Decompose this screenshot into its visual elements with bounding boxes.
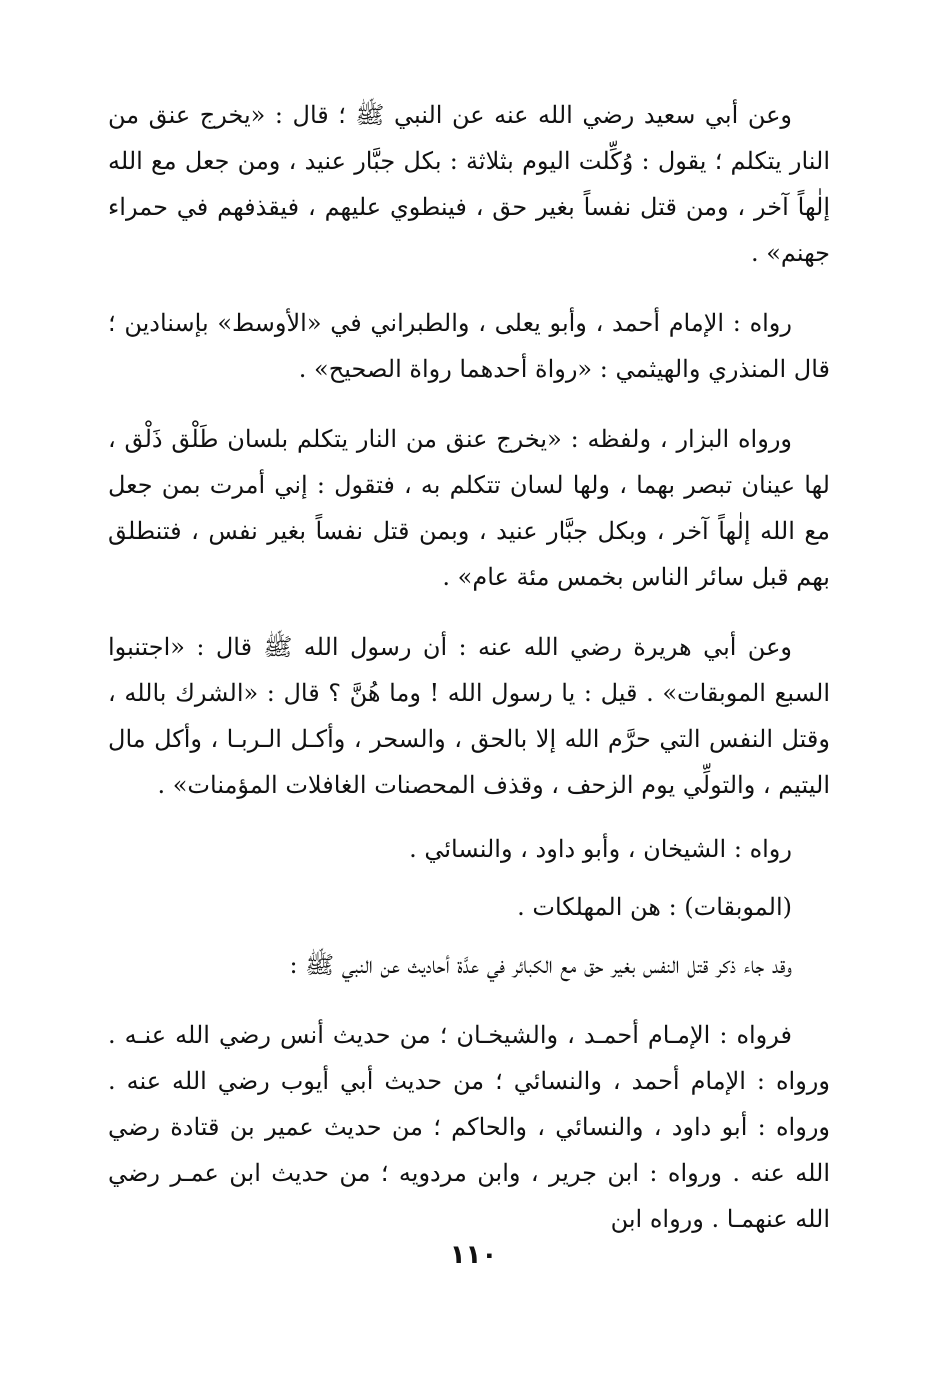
hadith-paragraph: وعن أبي سعيد رضي الله عنه عن النبي ﷺ ؛ قال : «يخرج عنق من النار يتكلم ؛ يقول : وُكِّلت اليوم بثلاثة : بكل جبَّار عنيد ، ومن جعل مع الله إلٰهاً آخر ، ومن قتل نفساً بغير حق ، فينطوي عليهم ، فيقذفهم في حمراء جهنم» . bbox=[108, 101, 830, 267]
definition-paragraph: (الموبقات) : هن المهلكات . bbox=[517, 893, 792, 921]
page-body bbox=[108, 92, 830, 1242]
narration-paragraph: رواه : الإمام أحمد ، وأبو يعلى ، والطبراني في «الأوسط» بإسنادين ؛ قال المنذري والهيثمي : «رواة أحدهما رواة الصحيح» . bbox=[108, 309, 830, 383]
hadith-paragraph: وعن أبي هريرة رضي الله عنه : أن رسول الله ﷺ قال : «اجتنبوا السبع الموبقات» . قيل : يا رسول الله ! وما هُنَّ ؟ قال : «الشرك بالله ، وقتل النفس التي حرَّم الله إلا بالحق ، والسحر ، وأكـل الـربـا ، وأكل مال اليتيم ، والتولِّي يوم الزحف ، وقذف المحصنات الغافلات المؤمنات» . bbox=[108, 633, 830, 799]
commentary-paragraph: وقد جاء ذكر قتل النفس بغير حق مع الكبائر في عدَّة أحاديث عن النبي ﷺ : bbox=[289, 951, 792, 979]
narration-paragraph: ورواه البزار ، ولفظه : «يخرج عنق من النار يتكلم بلسان طَلْق ذَلْق ، لها عينان تبصر بهما ، ولها لسان تتكلم به ، فتقول : إني أمرت بمن جعل مع الله إلٰهاً آخر ، وبكل جبَّار عنيد ، وبمن قتل نفساً بغير نفس ، فتنطلق بهم قبل سائر الناس بخمس مئة عام» . bbox=[108, 425, 831, 591]
narration-paragraph: رواه : الشيخان ، وأبو داود ، والنسائي . bbox=[409, 835, 792, 863]
page-number: ١١٠ bbox=[449, 1240, 498, 1270]
narration-paragraph: فرواه : الإمـام أحمـد ، والشيخـان ؛ من حديث أنس رضي الله عنـه . ورواه : الإمام أحمد ، والنسائي ؛ من حديث أبي أيوب رضي الله عنه . ورواه : أبو داود ، والنسائي ، والحاكم ؛ من حديث عمير بن قتادة رضي الله عنه . ورواه : ابن جرير ، وابن مردويه ؛ من حديث ابن عمـر رضي الله عنهمـا . ورواه ابن bbox=[108, 1021, 830, 1233]
